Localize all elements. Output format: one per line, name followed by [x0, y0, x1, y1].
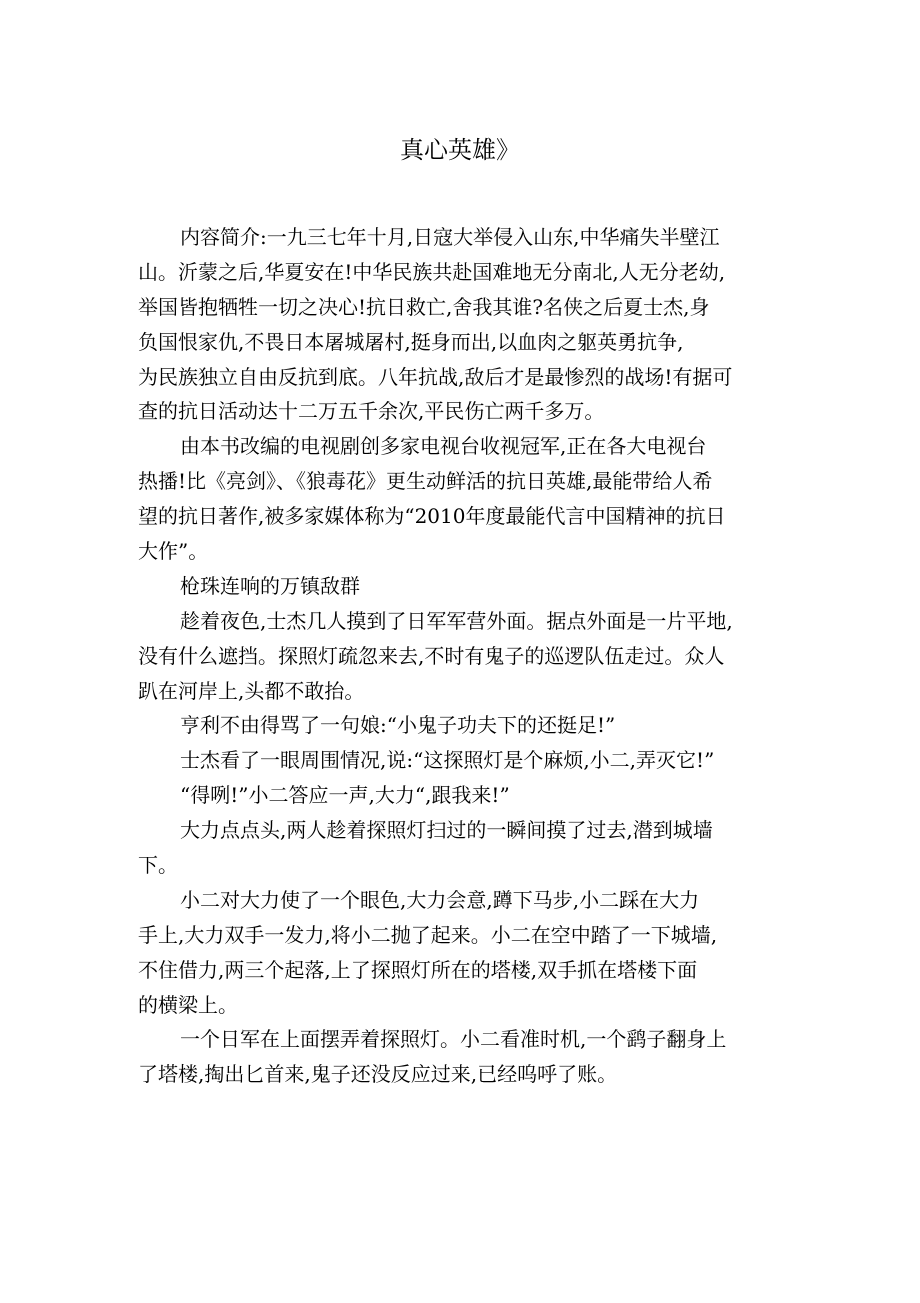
text-line: 望的抗日著作,被多家媒体称为“2010年度最能代言中国精神的抗日	[138, 504, 726, 529]
text-line: 枪珠连响的万镇敌群	[180, 573, 360, 598]
text-line: 大作”。	[138, 539, 209, 564]
text-line: 山。沂蒙之后,华夏安在!中华民族共赴国难地无分南北,人无分老幼,	[138, 259, 726, 284]
text-line: 举国皆抱牺牲一切之决心!抗日救亡,舍我其谁?名侠之后夏士杰,身	[138, 294, 710, 319]
document-title: 真心英雄》	[400, 136, 520, 164]
text-line: 趴在河岸上,头都不敢抬。	[138, 678, 365, 703]
text-line: 一个日军在上面摆弄着探照灯。小二看准时机,一个鹞子翻身上	[180, 1027, 727, 1052]
text-line: 不住借力,两三个起落,上了探照灯所在的塔楼,双手抓在塔楼下面	[138, 957, 698, 982]
text-line: 下。	[138, 853, 178, 878]
text-line: 热播!比《亮剑》、《狼毒花》更生动鲜活的抗日英雄,最能带给人希	[138, 469, 713, 494]
text-line: 小二对大力使了一个眼色,大力会意,蹲下马步,小二踩在大力	[180, 887, 700, 912]
text-line: 手上,大力双手一发力,将小二抛了起来。小二在空中踏了一下城墙,	[138, 922, 718, 947]
text-line: 没有什么遮挡。探照灯疏忽来去,不时有鬼子的巡逻队伍走过。众人	[138, 643, 725, 668]
text-line: 由本书改编的电视剧创多家电视台收视冠军,正在各大电视台	[180, 434, 707, 459]
text-line: 负国恨家仇,不畏日本屠城屠村,挺身而出,以血肉之躯英勇抗争,	[138, 329, 684, 354]
text-line: 为民族独立自由反抗到底。八年抗战,敌后才是最惨烈的战场!有据可	[138, 364, 733, 389]
text-line: 内容简介:一九三七年十月,日寇大举侵入山东,中华痛失半壁江	[180, 225, 720, 249]
text-line: 了塔楼,掏出匕首来,鬼子还没反应过来,已经呜呼了账。	[138, 1062, 618, 1087]
text-line: 的横梁上。	[138, 992, 238, 1017]
text-line: 亨利不由得骂了一句娘:“小鬼子功夫下的还挺足!”	[180, 713, 616, 738]
text-line: 查的抗日活动达十二万五千余次,平民伤亡两千多万。	[138, 399, 605, 424]
text-line: 趁着夜色,士杰几人摸到了日军军营外面。据点外面是一片平地,	[180, 608, 733, 633]
text-line: 士杰看了一眼周围情况,说:“这探照灯是个麻烦,小二,弄灭它!”	[180, 748, 715, 773]
text-line: 大力点点头,两人趁着探照灯扫过的一瞬间摸了过去,潜到城墙	[180, 818, 713, 843]
text-line: “得咧!”小二答应一声,大力“,跟我来!”	[180, 783, 510, 808]
document-body	[138, 220, 788, 1092]
